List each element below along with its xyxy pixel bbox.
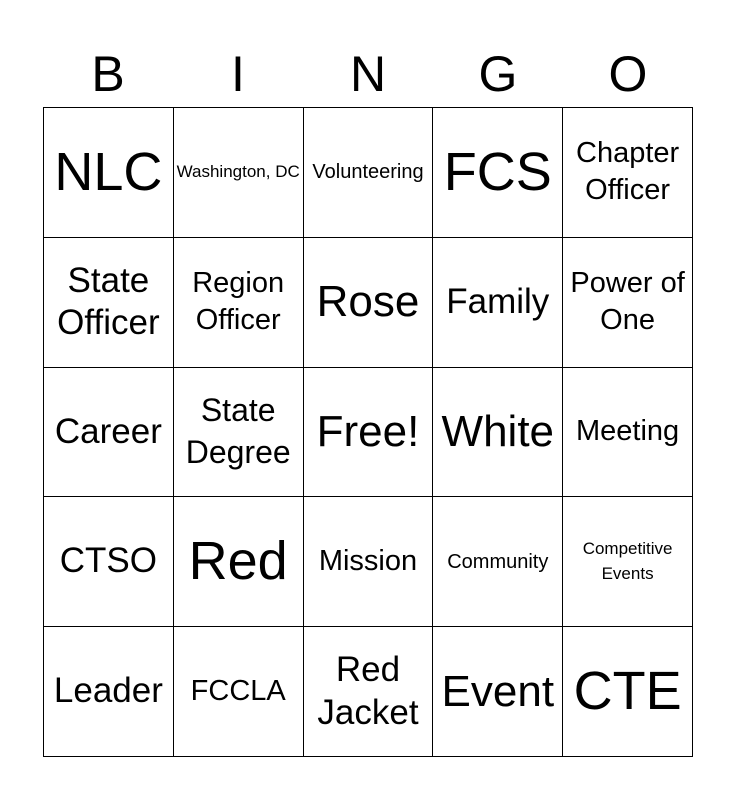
bingo-cell[interactable]: Red	[174, 497, 304, 627]
bingo-cell[interactable]: Family	[433, 238, 563, 368]
bingo-cell[interactable]: CTE	[563, 627, 693, 757]
bingo-cell[interactable]: Power of One	[563, 238, 693, 368]
bingo-cell[interactable]: Career	[44, 368, 174, 498]
bingo-cell[interactable]: Event	[433, 627, 563, 757]
header-letter-b: B	[91, 46, 125, 102]
bingo-cell[interactable]: Washington, DC	[174, 108, 304, 238]
bingo-cell[interactable]: CTSO	[44, 497, 174, 627]
bingo-header	[43, 40, 693, 108]
bingo-board	[43, 107, 693, 757]
bingo-cell[interactable]: Rose	[304, 238, 434, 368]
bingo-cell[interactable]: State Degree	[174, 368, 304, 498]
bingo-cell[interactable]: Meeting	[563, 368, 693, 498]
bingo-cell[interactable]: Community	[433, 497, 563, 627]
bingo-cell[interactable]: NLC	[44, 108, 174, 238]
bingo-cell[interactable]: FCCLA	[174, 627, 304, 757]
header-letter-o: O	[608, 46, 648, 102]
bingo-cell[interactable]: Red Jacket	[304, 627, 434, 757]
bingo-cell[interactable]: White	[433, 368, 563, 498]
bingo-cell[interactable]: FCS	[433, 108, 563, 238]
bingo-cell[interactable]: Region Officer	[174, 238, 304, 368]
header-letter-n: N	[349, 46, 387, 102]
header-letter-i: I	[231, 46, 245, 102]
bingo-cell[interactable]: Chapter Officer	[563, 108, 693, 238]
header-letter-g: G	[478, 46, 518, 102]
bingo-cell[interactable]: Volunteering	[304, 108, 434, 238]
bingo-cell[interactable]: Mission	[304, 497, 434, 627]
bingo-cell-free-space[interactable]: Free!	[304, 368, 434, 498]
bingo-cell[interactable]: Competitive Events	[563, 497, 693, 627]
bingo-cell[interactable]: Leader	[44, 627, 174, 757]
bingo-cell[interactable]: State Officer	[44, 238, 174, 368]
